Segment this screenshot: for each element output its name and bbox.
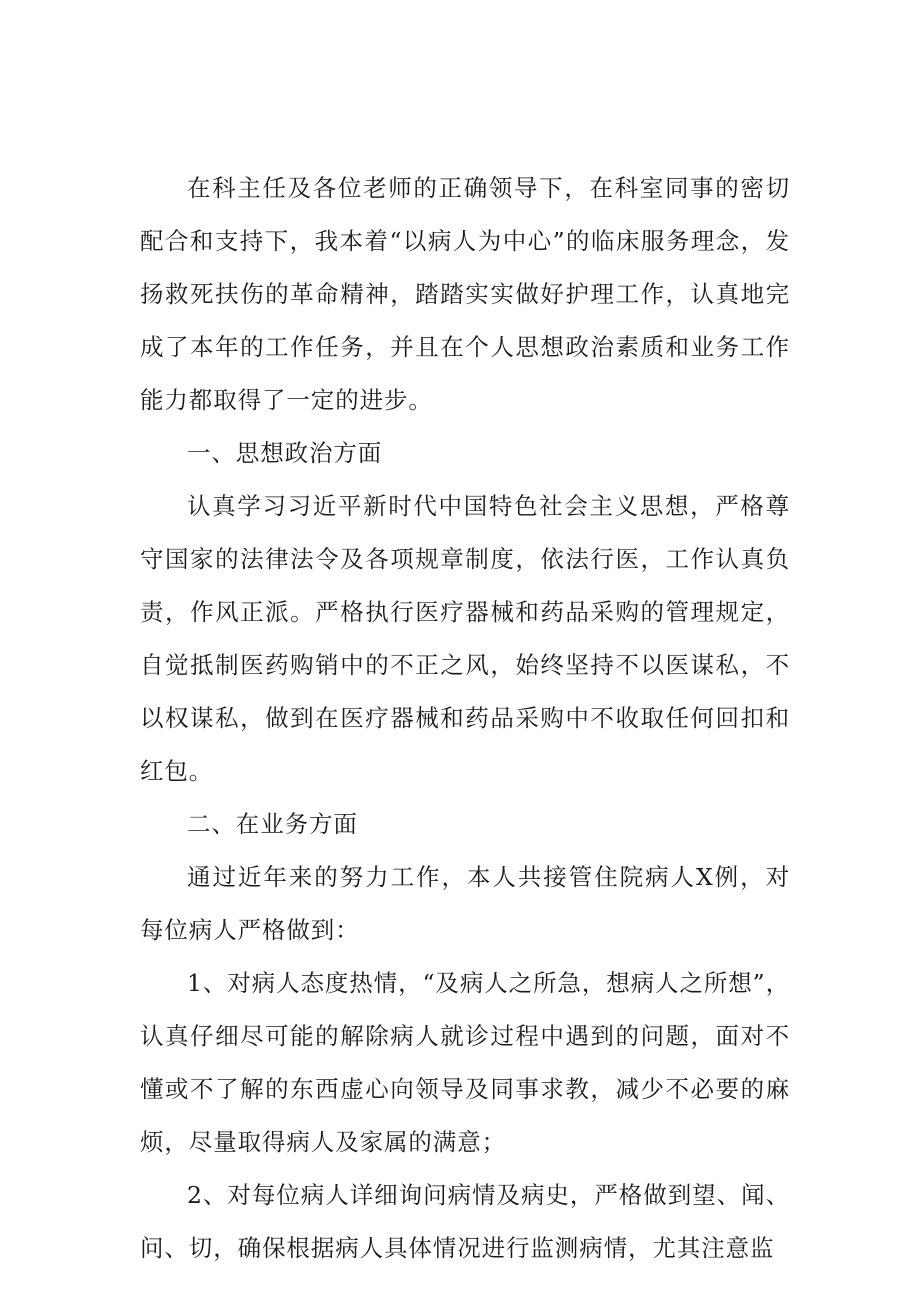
section-heading-business: 二、在业务方面 (187, 810, 358, 838)
paragraph-ideology: 认真学习习近平新时代中国特色社会主义思想，严格尊守国家的法律法令及各项规章制度，依法行医，工作认真负责，作风正派。严格执行医疗器械和药品采购的管理规定，自觉抵制医药购销中的不正之风，始终坚持不以医谋私，不以权谋私，做到在医疗器械和药品采购中不收取任何回扣和红包。 (140, 492, 790, 785)
paragraph-item-1: 1、对病人态度热情，“及病人之所急，想病人之所想”，认真仔细尽可能的解除病人就诊过程中遇到的问题，面对不懂或不了解的东西虚心向领导及同事求教，减少不必要的麻烦，尽量取得病人及家属的满意； (140, 969, 790, 1156)
paragraph-business-intro: 通过近年来的努力工作，本人共接管住院病人X例，对每位病人严格做到： (140, 863, 790, 944)
paragraph-intro: 在科主任及各位老师的正确领导下，在科室同事的密切配合和支持下，我本着“以病人为中心”的临床服务理念，发扬救死扶伤的革命精神，踏踏实实做好护理工作，认真地完成了本年的工作任务，并且在个人思想政治素质和业务工作能力都取得了一定的进步。 (140, 174, 790, 414)
paragraph-item-2: 2、对每位病人详细询问病情及病史，严格做到望、闻、问、切，确保根据病人具体情况进行监测病情，尤其注意监 (140, 1181, 790, 1262)
section-heading-ideology: 一、思想政治方面 (187, 439, 383, 467)
document-body (140, 162, 790, 1275)
